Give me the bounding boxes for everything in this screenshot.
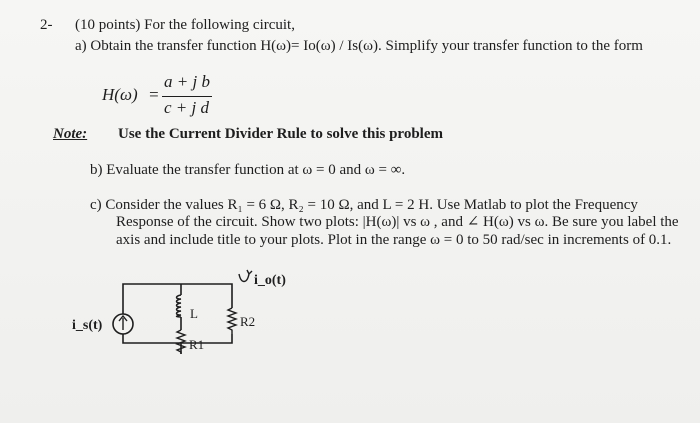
part-b-text: b) Evaluate the transfer function at ω = 0 and ω = ∞. [90, 162, 406, 178]
part-c-line-2: Response of the circuit. Show two plots: |H(ω)| vs ω , and ∠ H(ω) vs ω. Be sure you label the [116, 214, 679, 230]
output-current-arrow-icon [239, 270, 252, 282]
points-line: (10 points) For the following circuit, [75, 17, 295, 33]
source-label: i_s(t) [72, 318, 103, 333]
part-a-text: a) Obtain the transfer function H(ω)= Io(ω) / Is(ω). Simplify your transfer function to the form [75, 38, 643, 54]
inductor-label: L [190, 306, 198, 321]
formula-denominator: c + j d [164, 98, 209, 117]
formula-equals: = [148, 85, 160, 104]
note-text: Use the Current Divider Rule to solve this problem [118, 126, 443, 142]
r2-label: R2 [240, 314, 256, 329]
circuit-wires [123, 284, 232, 343]
formula-numerator: a + j b [164, 72, 210, 91]
formula-lhs: H(ω) [102, 85, 138, 104]
note-label: Note: [53, 126, 88, 142]
problem-number: 2- [40, 17, 53, 33]
output-current-label: i_o(t) [254, 273, 286, 288]
current-source-icon [113, 314, 133, 334]
part-c-line-1: c) Consider the values R₁ = 6 Ω, R₂ = 10 Ω, and L = 2 H. Use Matlab to plot the Frequency [90, 197, 638, 213]
part-c-line-3: axis and include title to your plots. Plot in the range ω = 0 to 50 rad/sec in increments of 0.1. [116, 232, 672, 248]
resistor-r2-zigzag [228, 308, 236, 334]
r1-label: R1 [189, 337, 205, 352]
inductor-icon [177, 295, 182, 317]
